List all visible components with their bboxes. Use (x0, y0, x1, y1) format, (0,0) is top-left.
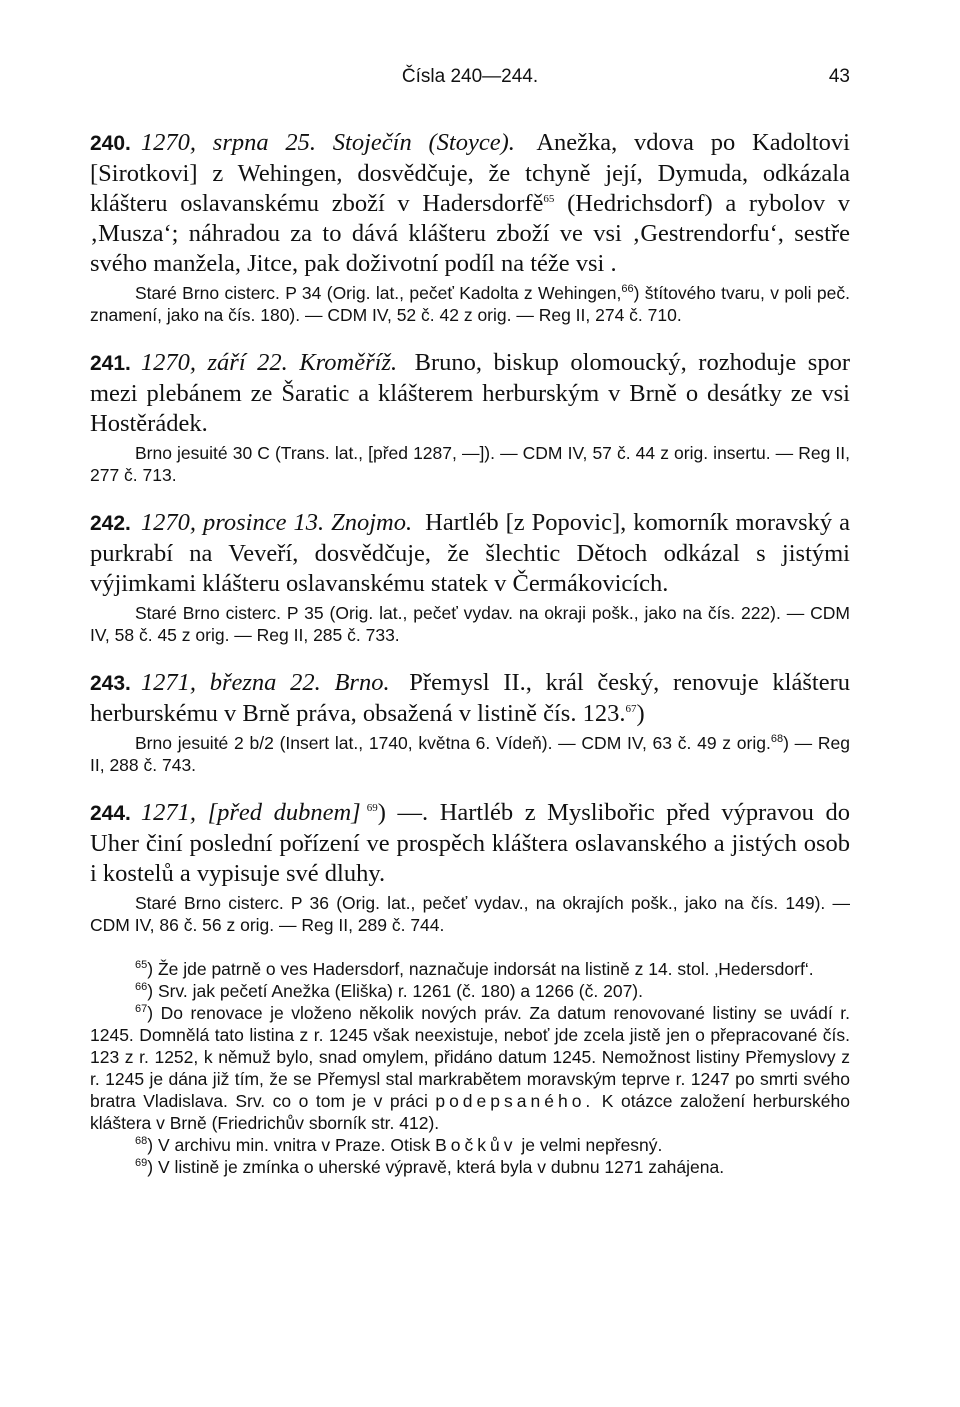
source-text: Brno jesuité 2 b/2 (Insert lat., 1740, května 6. Vídeň). — CDM IV, 63 č. 49 z orig. (135, 733, 771, 753)
source-text: Staré Brno cisterc. P 34 (Orig. lat., pečeť Kadolta z Wehingen, (135, 283, 622, 303)
footnote-ref: 68 (770, 733, 784, 746)
entry-date: 1270, prosince 13. Znojmo. (140, 509, 413, 536)
footnote-mark: 69 (135, 1157, 148, 1170)
entry-number: 240. (90, 132, 131, 155)
regest-text (90, 348, 850, 439)
regest-body: Hartléb [z Popovic], komorník moravský a purkrabí na Veveří, dosvědčuje, že šlechtic Dětoch odkázal s jistými výjimkami klášteru oslavanskému statek v Čermákovicích. (90, 509, 851, 597)
regest-body: Anežka, vdova po Kadoltovi [Sirotkovi] z Wehingen, dosvědčuje, že tchyně její, Dymuda, odkázala klášteru oslavanskému zboží v Hadersdorfě (90, 129, 850, 217)
footnote-text: ) Srv. jak pečetí Anežka (Eliška) r. 1261 (č. 180) a 1266 (č. 207). (147, 981, 643, 1001)
footnote-spaced-text: Bočkův (435, 1135, 517, 1155)
entry-number: 241. (90, 352, 131, 375)
footnote-ref: 66 (621, 283, 634, 296)
footnote-ref: 65 (543, 192, 555, 205)
entry-date: 1271, [před dubnem] (140, 799, 361, 826)
regest-body-cont: ) (636, 700, 645, 727)
footnote-mark: 66 (135, 981, 148, 994)
entry-number: 242. (90, 512, 131, 535)
footnote-text-cont: K otázce založení herburského kláštera v Brně (Friedrichův sborník str. 412). (90, 1091, 850, 1133)
regest-body: Bruno, biskup olomoucký, rozhoduje spor mezi plebánem ze Šaratic a klášterem herburským v Brně o desátky ze vsi Hostěrádek. (90, 349, 850, 437)
footnote-ref: 67 (625, 702, 637, 715)
running-header (90, 66, 850, 96)
header-range: Čísla 240—244. (401, 66, 539, 87)
footnote-text: ) Že jde patrně o ves Hadersdorf, naznačuje indorsát na listině z 14. stol. ‚Hedersdorf‘. (147, 959, 814, 979)
footnotes (90, 958, 850, 1178)
footnote-text-cont: je velmi nepřesný. (516, 1135, 663, 1155)
entry-243 (90, 668, 850, 776)
footnote-mark: 67 (135, 1003, 148, 1016)
entry-241 (90, 348, 850, 486)
source-note (90, 892, 850, 936)
regest-body-cont: (Hedrichsdorf) a rybolov v ‚Musza‘; náhradou za to dává klášteru zboží ve vsi ‚Gestrendorfu‘, sestře svého manžela, Jitce, pak doživotní podíl na téže vsi . (90, 190, 851, 277)
regest-text (90, 798, 850, 889)
entry-date: 1271, března 22. Brno. (140, 669, 390, 696)
regest-text (90, 128, 850, 279)
footnote-68 (90, 1134, 850, 1156)
source-note (90, 732, 850, 776)
regest-text (90, 508, 850, 599)
footnote-text: ) Do renovace je vloženo několik nových práv. Za datum renovované listiny se uvádí r. 1245. Domnělá tato listina z r. 1245 však neexistuje, neboť jde zcela jistě jen o přepracované čís. 123 z r. 1252, k němuž bylo, snad omylem, přidáno datum 1245. Nemožnost listiny Přemyslovy z r. 1245 je dána již tím, že se Přemysl stal markrabětem moravským teprve r. 1247 po smrti svého bratra Vladislava. Srv. co o tom je v práci (90, 1003, 850, 1111)
regest-body: Přemysl II., král český, renovuje klášteru herburskému v Brně práva, obsažená v listině čís. 123. (90, 669, 850, 727)
entry-242 (90, 508, 850, 646)
entry-date: 1270, srpna 25. Stoječín (Stoyce). (140, 129, 515, 156)
source-text: Staré Brno cisterc. P 36 (Orig. lat., pečeť vydav., na okrajích pošk., jako na čís. 149). — CDM IV, 86 č. 56 z orig. — Reg II, 289 č. 744. (90, 893, 850, 935)
page-content (90, 128, 850, 1178)
footnote-67 (90, 1002, 850, 1134)
entry-date: 1270, září 22. Kroměříž. (140, 349, 398, 376)
footnote-text: ) V listině je zmínka o uherské výpravě, která byla v dubnu 1271 zahájena. (147, 1157, 725, 1177)
source-text-cont: ) — Reg II, 288 č. 743. (90, 733, 851, 775)
source-note (90, 282, 850, 326)
source-note (90, 602, 850, 646)
source-note (90, 442, 850, 486)
entry-240 (90, 128, 850, 326)
footnote-mark: 68 (135, 1135, 148, 1148)
date-suffix: ) —. (377, 799, 429, 826)
footnote-ref: 69 (366, 801, 378, 814)
entry-number: 243. (90, 672, 131, 695)
source-text-cont: ) štítového tvaru, v poli peč. znamení, jako na čís. 180). — CDM IV, 52 č. 42 z orig. — Reg II, 274 č. 710. (90, 283, 850, 325)
footnote-text: ) V archivu min. vnitra v Praze. Otisk (147, 1135, 436, 1155)
page-number: 43 (828, 66, 850, 87)
footnote-69 (90, 1156, 850, 1178)
footnote-65 (90, 958, 850, 980)
footnote-66 (90, 980, 850, 1002)
footnote-mark: 65 (135, 959, 148, 972)
source-text: Staré Brno cisterc. P 35 (Orig. lat., pečeť vydav. na okraji pošk., jako na čís. 222). — CDM IV, 58 č. 45 z orig. — Reg II, 285 č. 733. (90, 603, 850, 645)
source-text: Brno jesuité 30 C (Trans. lat., [před 1287, —]). — CDM IV, 57 č. 44 z orig. insertu. — Reg II, 277 č. 713. (90, 443, 850, 485)
footnote-spaced-text: podepsaného. (435, 1091, 595, 1111)
entry-244 (90, 798, 850, 936)
regest-body: Hartléb z Myslibořic před výpravou do Uher činí poslední pořízení ve prospěch kláštera oslavanského a jistých osob i kostelů a vypisuje své dluhy. (90, 799, 851, 887)
entry-number: 244. (90, 802, 131, 825)
regest-text (90, 668, 850, 729)
